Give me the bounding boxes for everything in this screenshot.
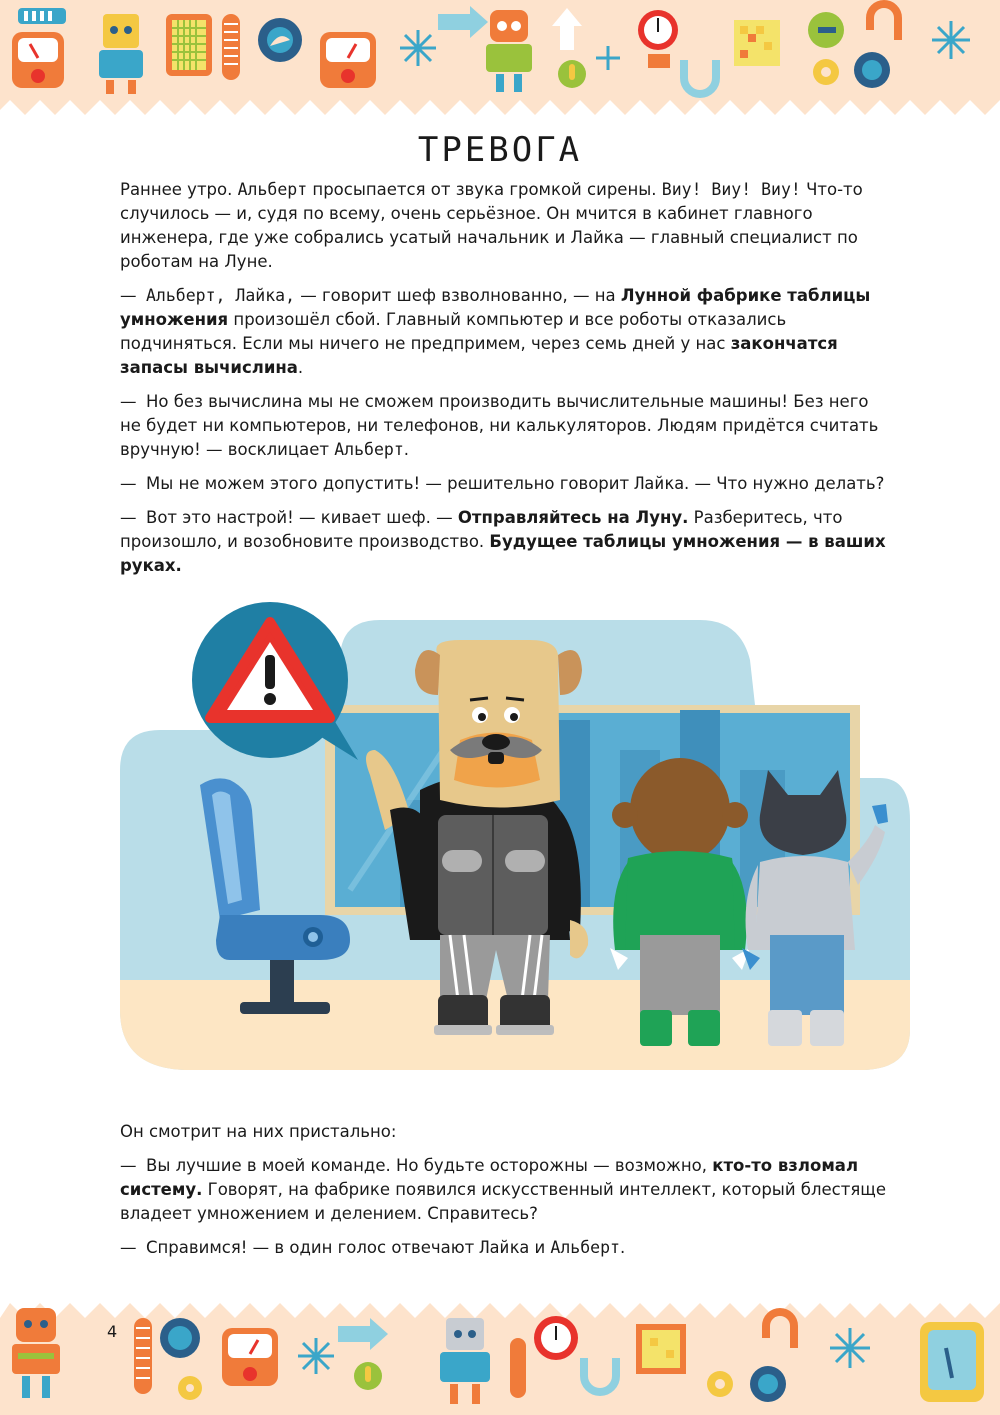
story-text: закончатся запасы вычислина: [120, 334, 838, 377]
page-number: 4: [107, 1322, 118, 1341]
story-text: Но без вычислина мы не сможем производить вычислительные машины! Без него не будет ни компьютеров, ни телефонов, ни калькуляторов. Людям придётся считать вручную! — восклицает: [120, 392, 879, 459]
sparkle-icon: [298, 1338, 334, 1374]
gear-icon: [707, 1371, 733, 1397]
story-text: кто-то взломал систему.: [120, 1156, 859, 1199]
story-text: .: [619, 1238, 626, 1257]
story-text: .: [297, 358, 304, 377]
character-name: Альберт: [334, 440, 404, 459]
toggle-icon: [808, 12, 844, 48]
story-text: Он смотрит на них пристально:: [120, 1122, 397, 1141]
story-text: Вот это настрой! — кивает шеф. —: [146, 508, 458, 527]
story-text: . — Что нужно делать?: [684, 474, 885, 493]
story-paragraph: [120, 178, 890, 274]
character-name: Виу! Виу! Виу!: [661, 180, 801, 199]
top-decorative-border: [0, 0, 1000, 118]
gear-icon: [813, 59, 839, 85]
checker-panel-icon: [734, 20, 780, 66]
story-text-bottom: [120, 1120, 890, 1270]
character-name: Лайка: [479, 1238, 530, 1257]
dialogue-dash: —: [120, 474, 137, 493]
character-name: Альберт: [550, 1238, 620, 1257]
story-text: .: [403, 440, 410, 459]
dialogue-dash: —: [120, 1156, 137, 1175]
story-text: Справимся! — в один голос отвечают: [146, 1238, 480, 1257]
story-text-top: [120, 178, 890, 588]
gauge-icon: [12, 32, 64, 88]
character-name: Альберт, Лайка,: [146, 286, 296, 305]
story-paragraph: [120, 390, 890, 462]
power-knob-icon: [354, 1362, 382, 1390]
dialogue-dash: —: [120, 1238, 137, 1257]
gear-icon: [178, 1376, 202, 1400]
character-name: Альберт: [237, 180, 308, 199]
battery-icon: [18, 8, 66, 24]
story-text: Раннее утро.: [120, 180, 238, 199]
sparkle-icon: [400, 30, 436, 66]
story-text: Вы лучшие в моей команде. Но будьте осторожны — возможно,: [146, 1156, 713, 1175]
gauge-icon: [320, 32, 376, 88]
spring-icon: [510, 1338, 526, 1398]
story-paragraph: [120, 506, 890, 578]
grid-panel-icon: [166, 14, 212, 76]
story-text: Будущее таблицы умножения — в ваших руках.: [120, 532, 886, 575]
story-paragraph: [120, 472, 890, 496]
radar-icon: [160, 1318, 200, 1358]
radar-icon: [854, 52, 890, 88]
story-text: Лунной фабрике таблицы умножения: [120, 286, 871, 329]
gauge-icon: [222, 1328, 278, 1386]
story-text: Мы не можем этого допустить! — решительно говорит: [146, 474, 635, 493]
spring-icon: [134, 1318, 152, 1394]
timer-icon: [534, 1316, 578, 1360]
power-knob-icon: [558, 60, 586, 88]
story-text: Отправляйтесь на Луну.: [457, 508, 689, 527]
dialogue-dash: —: [120, 286, 137, 305]
story-text: Разберитесь, что произошло, и возобновите производство.: [120, 508, 843, 551]
spring-icon: [222, 14, 240, 80]
checker-panel-icon: [636, 1324, 686, 1374]
story-paragraph: [120, 1236, 890, 1260]
speech-bubble: [192, 602, 358, 760]
gauge-panel-icon: [920, 1322, 984, 1402]
story-paragraph: [120, 1154, 890, 1226]
story-text: — говорит шеф взволнованно, — на: [295, 286, 621, 305]
story-text: Говорят, на фабрике появился искусственный интеллект, который блестяще владеет умножением и делением. Справитесь?: [120, 1180, 886, 1223]
story-paragraph: [120, 1120, 890, 1144]
scene-illustration: [120, 600, 910, 1070]
story-text: произошёл сбой. Главный компьютер и все роботы отказались подчиняться. Если мы ничего не предпримем, через семь дней у нас: [120, 310, 787, 353]
story-text: просыпается от звука громкой сирены.: [307, 180, 662, 199]
page-title: ТРЕВОГА: [417, 130, 583, 170]
story-text: Что-то случилось — и, судя по всему, очень серьёзное. Он мчится в кабинет главного инженера, где уже собрались усатый начальник и Лайка — главный специалист по роботам на Луне.: [120, 180, 863, 271]
dialogue-dash: —: [120, 508, 137, 527]
bottom-decorative-border: [0, 1298, 1000, 1415]
story-paragraph: [120, 284, 890, 380]
dialogue-dash: —: [120, 392, 137, 411]
story-text: и: [529, 1238, 551, 1257]
radar-icon: [750, 1366, 786, 1402]
radar-icon: [258, 18, 302, 62]
character-name: Лайка: [634, 474, 685, 493]
sparkle-icon: [830, 1328, 870, 1368]
